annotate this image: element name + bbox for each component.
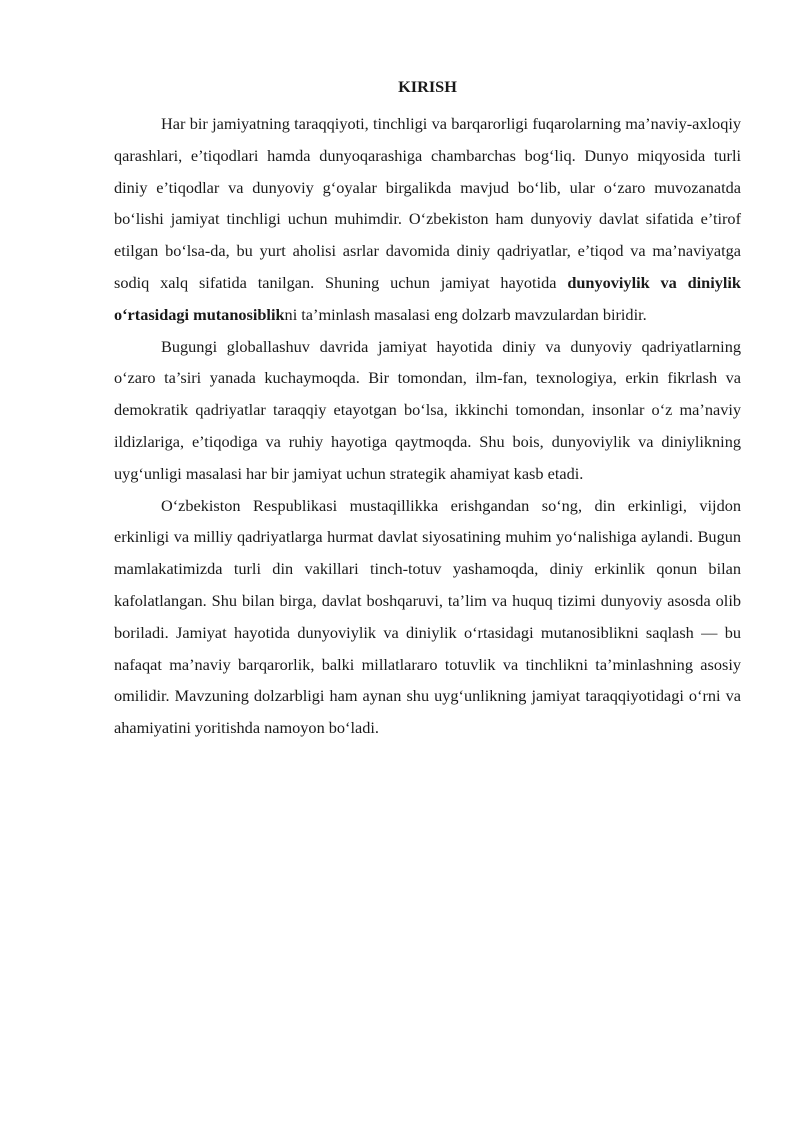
paragraph-3: O‘zbekiston Respublikasi mustaqillikka erishgandan so‘ng, din erkinligi, vijdon erkinligi va milliy qadriyatlarga hurmat davlat siyosatining muhim yo‘nalishiga aylandi. Bugun mamlakatimizda turli din vakillari tinch-totuv yashamoqda, diniy erkinlik qonun bilan kafolatlangan. Shu bilan birga, davlat boshqaruvi, ta’lim va huquq tizimi dunyoviy asosda olib boriladi. Jamiyat hayotida dunyoviylik va diniylik o‘rtasidagi mutanosiblikni saqlash — bu nafaqat ma’naviy barqarorlik, balki millatlararo totuvlik va tinchlikni ta’minlashning asosiy omilidir. Mavzuning dolzarbligi ham aynan shu uyg‘unlikning jamiyat taraqqiyotidagi o‘rni va ahamiyatini yoritishda namoyon bo‘ladi. (114, 495, 741, 738)
document-page (114, 74, 741, 744)
paragraph-1-text-end: ni ta’minlash masalasi eng dolzarb mavzulardan biridir. (284, 304, 647, 324)
paragraph-2: Bugungi globallashuv davrida jamiyat hayotida diniy va dunyoviy qadriyatlarning o‘zaro ta’siri yanada kuchaymoqda. Bir tomondan, ilm-fan, texnologiya, erkin fikrlash va demokratik qadriyatlar taraqqiy etayotgan bo‘lsa, ikkinchi tomondan, insonlar o‘z ma’naviy ildizlariga, e’tiqodiga va ruhiy hayotiga qaytmoqda. Shu bois, dunyoviylik va diniylikning uyg‘unligi masalasi har bir jamiyat uchun strategik ahamiyat kasb etadi. (114, 336, 741, 483)
paragraph-1-text: Har bir jamiyatning taraqqiyoti, tinchligi va barqarorligi fuqarolarning ma’naviy-axloqiy qarashlari, e’tiqodlari hamda dunyoqarashiga chambarchas bog‘liq. Dunyo miqyosida turli diniy e’tiqodlar va dunyoviy g‘oyalar birgalikda mavjud bo‘lib, ular o‘zaro muvozanatda bo‘lishi jamiyat tinchligi uchun muhimdir. O‘zbekiston ham dunyoviy davlat sifatida e’tirof etilgan bo‘lsa-da, bu yurt aholisi asrlar davomida diniy qadriyatlar, e’tiqod va ma’naviyatga sodiq xalq sifatida tanilgan. Shuning uchun jamiyat hayotida (114, 114, 741, 292)
paragraph-1 (114, 108, 741, 331)
paragraph-1-bold-phrase: dunyoviylik va diniylik o‘rtasidagi mutanosiblik (114, 272, 741, 324)
page-title: KIRISH (398, 77, 457, 96)
